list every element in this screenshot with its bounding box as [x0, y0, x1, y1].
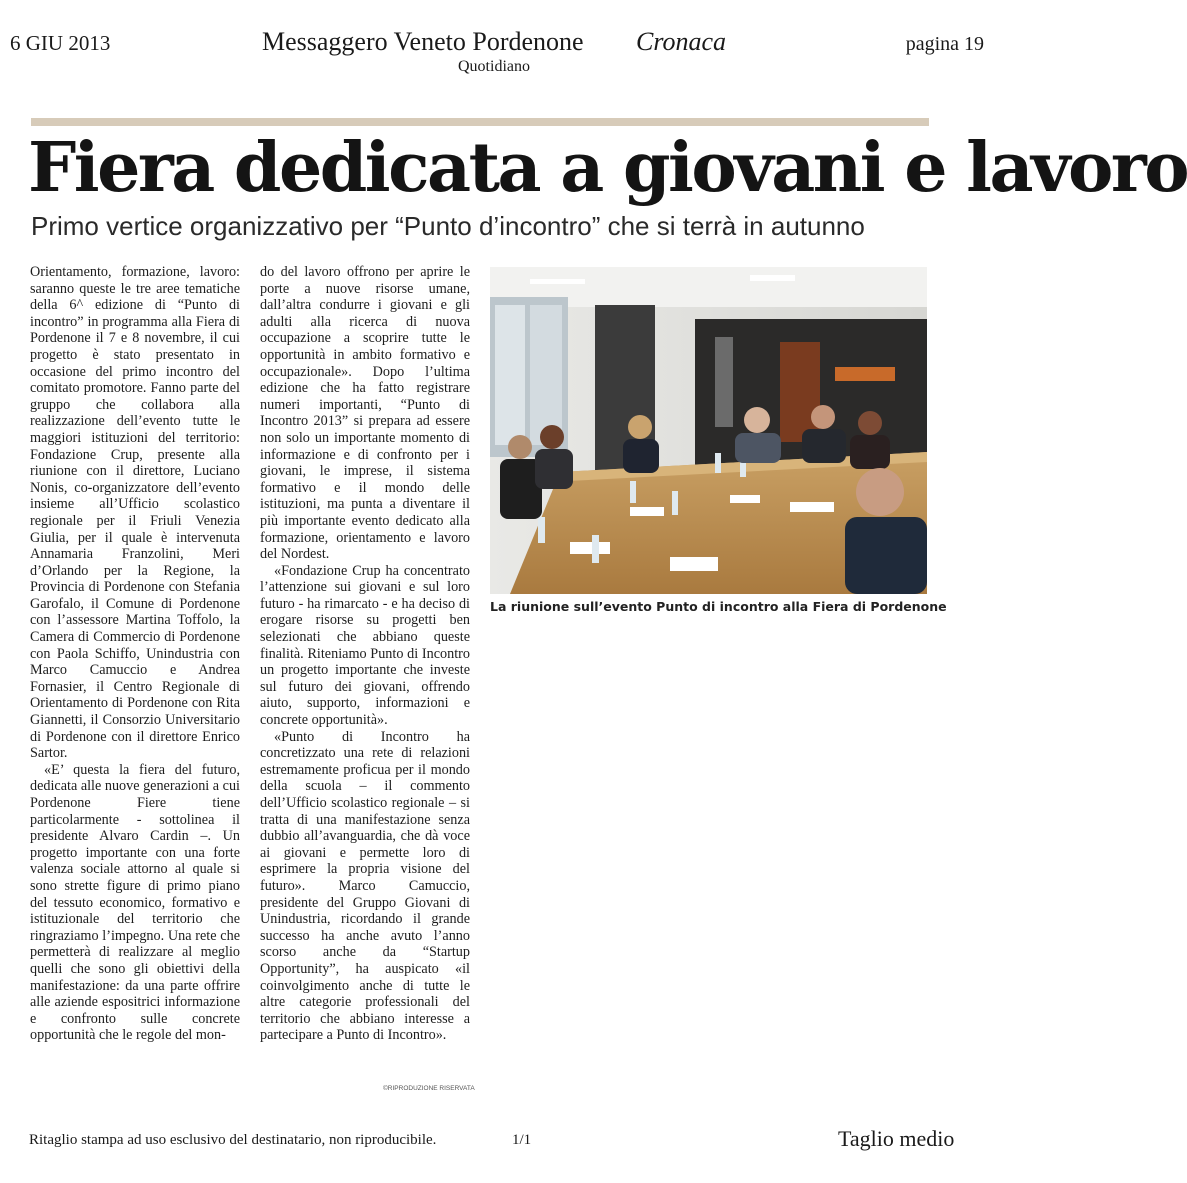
section-name: Cronaca	[636, 27, 727, 56]
paragraph: «Punto di Incontro ha concretizzato una rete di relazioni estremamente proficua per il mondo della scuola – il commento dell’Ufficio scolastico regionale – si tratta di una manifestazione senza dubbio all’avanguardia, che dà voce ai giovani e permette loro di esprimere la propria visione del futuro». Marco Camuccio, presidente del Gruppo Giovani di Unindustria, ricordando il grande successo ha anche avuto l’anno scorso anche da “Startup Opportunity”, ha auspicato «il coinvolgimento anche di tutte le altre categorie professionali del territorio che abbiano interesse a partecipare a Punto di Incontro».	[260, 728, 470, 1044]
clipping-size: Taglio medio	[838, 1126, 955, 1151]
article-headline: Fiera dedicata a giovani e lavoro	[28, 128, 1187, 208]
headline-rule	[31, 118, 929, 126]
publication-name: Messaggero Veneto Pordenone	[262, 27, 584, 56]
article-subheadline: Primo vertice organizzativo per “Punto d’incontro” che si terrà in autunno	[31, 211, 865, 241]
publication-frequency: Quotidiano	[458, 58, 530, 75]
article-column-1	[30, 264, 240, 1044]
publication-date: 6 GIU 2013	[10, 31, 111, 55]
photo-caption: La riunione sull’evento Punto di incontro alla Fiera di Pordenone	[490, 599, 947, 614]
usage-notice: Ritaglio stampa ad uso esclusivo del destinatario, non riproducibile.	[29, 1132, 437, 1148]
article-column-2	[260, 264, 470, 1044]
page-count: 1/1	[512, 1132, 532, 1148]
copyright-notice: ©RIPRODUZIONE RISERVATA	[383, 1085, 475, 1092]
paragraph: Orientamento, formazione, lavoro: saranno queste le tre aree tematiche della 6^ edizione di “Punto di incontro” in programma alla Fiera di Pordenone il 7 e 8 novembre, il cui progetto è stato presentato in occasione del primo incontro del comitato promotore. Fanno parte del gruppo che collabora alla realizzazione dell’evento tutte le maggiori istituzioni del territorio: Fondazione Crup, presente alla riunione con il direttore, Luciano Nonis, co-organizzatore dell’evento insieme all’Ufficio scolastico regionale per il Friuli Venezia Giulia, per il quale è intervenuta Annamaria Franzolini, Meri d’Orlando per la Regione, la Provincia di Pordenone con Stefania Garofalo, il Comune di Pordenone con l’assessore Martina Toffolo, la Camera di Commercio di Pordenone con Paola Schiffo, Unindustria con Marco Camuccio e Andrea Fornasier, il Centro Regionale di Orientamento di Pordenone con Rita Giannetti, il Consorzio Universitario di Pordenone con il direttore Enrico Sartor.	[30, 264, 240, 762]
meeting-photo	[490, 267, 927, 594]
paragraph: «Fondazione Crup ha concentrato l’attenzione sui giovani e sul loro futuro - ha rimarcato - e ha deciso di erogare risorse su progetti ben selezionati che abbiano queste finalità. Riteniamo Punto di Incontro un progetto importante che investe sul futuro dei giovani, offrendo aiuto, supporto, informazioni e concrete opportunità».	[260, 562, 470, 729]
paragraph: do del lavoro offrono per aprire le porte a nuove risorse umane, dall’altra condurre i giovani e gli adulti alla ricerca di nuova occupazione a scoprire tutte le opportunità in ambito formativo e occupazionale». Dopo l’ultima edizione che ha fatto registrare numeri importanti, “Punto di Incontro 2013” si prepara ad essere non solo un importante momento di informazione e di confronto per i giovani, le imprese, il sistema formativo e il mondo delle istituzioni, ma punta a diventare il più importante evento dedicato alla formazione, orientamento e lavoro del Nordest.	[260, 264, 470, 563]
page-number: pagina 19	[905, 33, 984, 55]
paragraph: «E’ questa la fiera del futuro, dedicata alle nuove generazioni a cui Pordenone Fiere tiene particolarmente - sottolinea il presidente Alvaro Cardin –. Un progetto importante con una forte valenza sociale attorno al quale si sono strette figure di primo piano del tessuto economico, formativo e istituzionale del territorio che ringraziamo l’impegno. Una rete che permetterà di realizzare al meglio quelli che sono gli obiettivi della manifestazione: da una parte offrire alle aziende espositrici informazione e confronto sulle concrete opportunità che le regole del mon-	[30, 761, 240, 1044]
